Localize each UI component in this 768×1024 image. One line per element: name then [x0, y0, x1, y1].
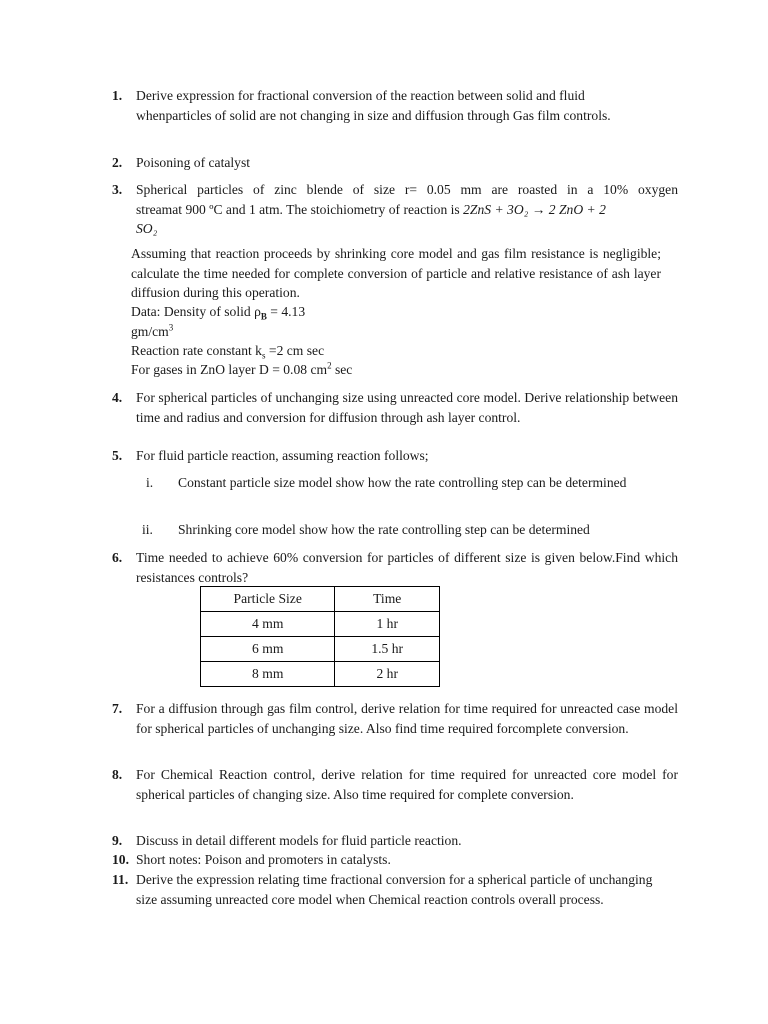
- question-number: 10.: [112, 852, 129, 867]
- density-value: = 4.13: [266, 304, 306, 319]
- question-text: Discuss in detail different models for fluid particle reaction.: [136, 833, 462, 848]
- question-number: 3.: [112, 182, 123, 197]
- subitem-text: Shrinking core model show how the rate controlling step can be determined: [178, 522, 590, 537]
- gas-superscript: 2: [327, 360, 332, 371]
- subitem-text: Constant particle size model show how the rate controlling step can be determined: [178, 475, 627, 490]
- question-number: 8.: [112, 767, 123, 782]
- question-11: [112, 870, 678, 909]
- question-number: 2.: [112, 155, 123, 170]
- subitem-numeral: ii.: [142, 522, 153, 537]
- question-4: [112, 388, 678, 427]
- subitem-ii: [142, 520, 666, 540]
- gas-label: For gases in ZnO layer D = 0.08 cm: [131, 362, 328, 377]
- reaction-equation: 2ZnS + 3O₂ → 2 ZnO + 2: [463, 201, 606, 217]
- question-3-rate-line: [131, 341, 661, 361]
- question-6: [112, 548, 678, 587]
- table-header-particle-size: Particle Size: [201, 587, 335, 612]
- rate-value: =2 cm sec: [265, 343, 325, 358]
- question-text: For a diffusion through gas film control, derive relation for time required for unreacted case model for spherical particles of unchanging size. Also find time required forcomplete conversion.: [136, 701, 678, 736]
- subitem-numeral: i.: [146, 475, 154, 490]
- question-number: 11.: [112, 872, 129, 887]
- question-3-gas-line: [131, 360, 661, 380]
- table-row: [201, 637, 440, 662]
- question-8: [112, 765, 678, 804]
- question-2: [112, 153, 678, 173]
- density-unit: gm/cm: [131, 324, 169, 339]
- question-text: For spherical particles of unchanging size using unreacted core model. Derive relationship between time and radius and conversion for diffusion through ash layer control.: [136, 390, 678, 425]
- table-row: [201, 662, 440, 687]
- question-text: For fluid particle reaction, assuming reaction follows;: [136, 448, 429, 463]
- question-text: Derive expression for fractional conversion of the reaction between solid and fluid whenparticles of solid are not changing in size and diffusion through Gas film controls.: [136, 88, 611, 123]
- question-number: 7.: [112, 701, 123, 716]
- question-9: [112, 831, 678, 851]
- table-cell: 6 mm: [201, 637, 335, 662]
- gas-unit: sec: [331, 362, 353, 377]
- rate-label: Reaction rate constant k: [131, 343, 262, 358]
- question-text: Poisoning of catalyst: [136, 155, 251, 170]
- question-3: [112, 180, 678, 239]
- table-cell: 4 mm: [201, 612, 335, 637]
- density-subscript: B: [260, 311, 267, 322]
- table-cell: 1 hr: [335, 612, 440, 637]
- question-number: 1.: [112, 88, 123, 103]
- unit-superscript: 3: [168, 322, 174, 333]
- question-text: Short notes: Poison and promoters in catalysts.: [136, 852, 391, 867]
- table-header-time: Time: [335, 587, 440, 612]
- table-cell: 1.5 hr: [335, 637, 440, 662]
- question-number: 6.: [112, 550, 123, 565]
- question-text-line-1: Spherical particles of zinc blende of size r= 0.05 mm are roasted in a 10% oxygen: [136, 182, 678, 197]
- subitem-i: [146, 473, 666, 493]
- stoichiometry-text: streamat 900 ºC and 1 atm. The stoichiometry of reaction is: [136, 201, 464, 217]
- question-1: [112, 86, 678, 125]
- question-text: Time needed to achieve 60% conversion for particles of different size is given below.Find which resistances controls?: [136, 550, 678, 585]
- question-number: 4.: [112, 390, 123, 405]
- question-text: Derive the expression relating time fractional conversion for a spherical particle of unchanging size assuming unreacted core model when Chemical reaction controls overall process.: [136, 872, 653, 907]
- question-3-density-line: [131, 302, 661, 322]
- conversion-time-table: [200, 586, 440, 687]
- question-text: For Chemical Reaction control, derive relation for time required for unreacted core model for spherical particles of changing size. Also time required for complete conversion.: [136, 767, 678, 802]
- question-10: [112, 850, 678, 870]
- density-label: Data: Density of solid ρ: [131, 304, 261, 319]
- table-row: [201, 612, 440, 637]
- table-header-row: [201, 587, 440, 612]
- question-3-assumption: Assuming that reaction proceeds by shrinking core model and gas film resistance is negligible; calculate the time needed for complete conversion of particle and relative resistance of ash layer diffusion during this operation.: [131, 246, 661, 301]
- question-7: [112, 699, 678, 738]
- question-5: [112, 446, 678, 466]
- question-3-unit-line: [131, 322, 661, 342]
- question-number: 9.: [112, 833, 123, 848]
- question-text-line-2: [136, 200, 678, 220]
- table-cell: 2 hr: [335, 662, 440, 687]
- reaction-equation-cont: SO₂: [136, 221, 158, 237]
- rate-subscript: s: [261, 350, 266, 361]
- table-cell: 8 mm: [201, 662, 335, 687]
- question-number: 5.: [112, 448, 123, 463]
